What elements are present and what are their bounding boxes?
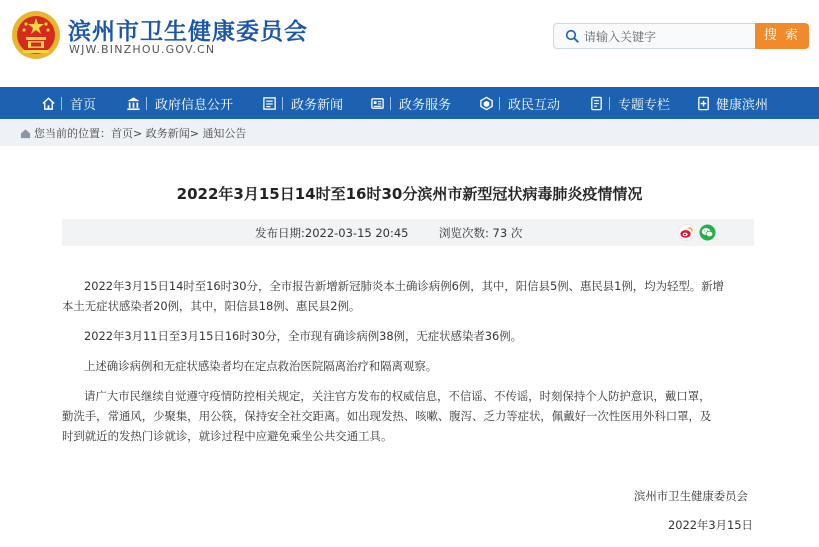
breadcrumb bbox=[20, 125, 246, 141]
breadcrumb-item-news[interactable]: 政务新闻 bbox=[145, 127, 190, 140]
article-meta-bar bbox=[62, 219, 754, 246]
signature: 滨州市卫生健康委员会 bbox=[634, 489, 748, 503]
site-name[interactable]: 滨州市卫生健康委员会 bbox=[68, 19, 308, 45]
home-icon bbox=[20, 128, 31, 139]
health-icon bbox=[696, 96, 711, 111]
nav-item-label: 专题专栏 bbox=[618, 97, 671, 113]
paragraph-line: 时到就近的发热门诊就诊，就诊过程中应避免乘坐公共交通工具。 bbox=[62, 429, 393, 443]
nav-item-label: 政民互动 bbox=[508, 97, 561, 113]
breadcrumb-separator: > bbox=[189, 126, 199, 140]
nav-item-interaction[interactable] bbox=[479, 87, 560, 119]
wechat-icon[interactable] bbox=[699, 224, 716, 241]
nav-separator bbox=[282, 97, 283, 110]
national-emblem-icon bbox=[11, 9, 61, 61]
article-title: 2022年3月15日14时至16时30分滨州市新型冠状病毒肺炎疫情情况 bbox=[176, 185, 643, 203]
nav-item-label: 首页 bbox=[70, 97, 97, 113]
breadcrumb-item-notices[interactable]: 通知公告 bbox=[202, 127, 247, 140]
paragraph-line: 勤洗手，常通风，少聚集，用公筷，保持安全社交距离。如出现发热、咳嗽、腹泻、乏力等症状，佩戴好一次性医用外科口罩，及 bbox=[62, 409, 712, 423]
news-icon bbox=[262, 96, 277, 111]
nav-separator bbox=[390, 97, 391, 110]
government-building-icon bbox=[126, 96, 141, 111]
breadcrumb-separator: > bbox=[133, 126, 143, 140]
main-nav bbox=[0, 87, 819, 119]
nav-item-label: 政府信息公开 bbox=[155, 97, 234, 113]
nav-item-health[interactable] bbox=[696, 87, 768, 119]
service-icon bbox=[370, 96, 385, 111]
topic-icon bbox=[589, 96, 604, 111]
nav-separator bbox=[609, 97, 610, 110]
nav-separator bbox=[499, 97, 500, 110]
weibo-icon[interactable] bbox=[678, 224, 695, 241]
nav-separator bbox=[146, 97, 147, 110]
nav-item-home[interactable] bbox=[41, 87, 96, 119]
nav-item-label: 健康滨州 bbox=[716, 97, 769, 113]
search-box bbox=[553, 23, 755, 49]
paragraph-line: 上述确诊病例和无症状感染者均在定点救治医院隔离治疗和隔离观察。 bbox=[84, 359, 438, 373]
nav-item-news[interactable] bbox=[262, 87, 343, 119]
search-button[interactable]: 搜 索 bbox=[755, 23, 809, 49]
breadcrumb-prefix: 您当前的位置： bbox=[34, 127, 111, 140]
nav-item-services[interactable] bbox=[370, 87, 451, 119]
nav-item-topics[interactable] bbox=[589, 87, 670, 119]
paragraph-line: 请广大市民继续自觉遵守疫情防控相关规定，关注官方发布的权威信息，不信谣、不传谣，时刻保持个人防护意识，戴口罩， bbox=[84, 389, 711, 403]
interaction-icon bbox=[479, 96, 494, 111]
home-icon bbox=[41, 96, 56, 111]
paragraph-line: 本土无症状感染者20例，其中，阳信县18例、惠民县2例。 bbox=[62, 299, 361, 313]
breadcrumb-item-home[interactable]: 首页 bbox=[111, 127, 133, 140]
search-icon bbox=[565, 29, 579, 43]
nav-item-label: 政务服务 bbox=[399, 97, 452, 113]
search-input[interactable] bbox=[584, 28, 749, 45]
paragraph-line: 2022年3月15日14时至16时30分，全市报告新增新冠肺炎本土确诊病例6例，其中，阳信县5例、惠民县1例，均为轻型。新增 bbox=[84, 279, 724, 293]
publish-date: 发布日期:2022-03-15 20:45 bbox=[255, 226, 409, 240]
breadcrumb-bar bbox=[0, 119, 819, 146]
nav-separator bbox=[61, 97, 62, 110]
view-count: 浏览次数: 73 次 bbox=[439, 226, 523, 240]
nav-item-label: 政务新闻 bbox=[291, 97, 344, 113]
nav-item-gov-info[interactable] bbox=[126, 87, 233, 119]
paragraph-line: 2022年3月11日至3月15日16时30分，全市现有确诊病例38例，无症状感染者36例。 bbox=[84, 329, 522, 343]
site-header bbox=[0, 0, 819, 87]
site-url: WJW.BINZHOU.GOV.CN bbox=[69, 43, 216, 56]
signature-date: 2022年3月15日 bbox=[668, 518, 753, 532]
